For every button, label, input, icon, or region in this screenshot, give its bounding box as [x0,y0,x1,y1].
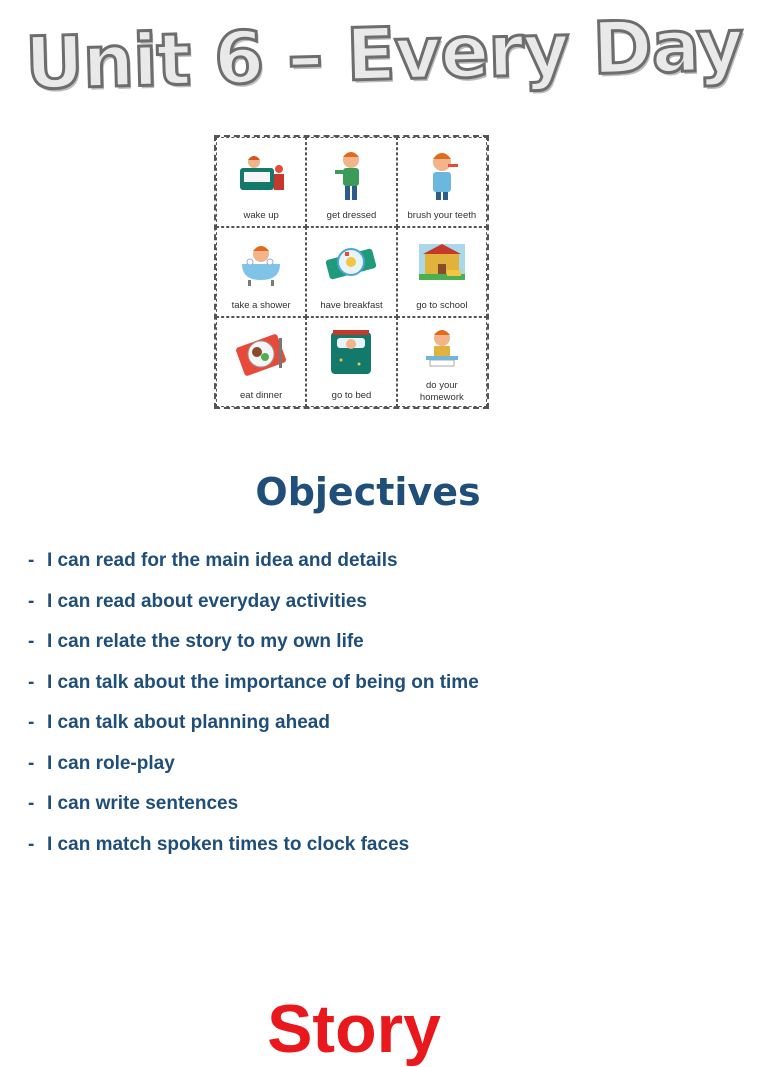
story-heading: Story [267,991,441,1067]
card-label: take a shower [231,300,291,311]
card-have-breakfast [306,227,396,317]
objectives-heading: Objectives [255,470,481,514]
brush-teeth-icon [422,150,462,202]
objective-item: - I can talk about planning ahead [28,712,330,733]
objective-item: - I can read about everyday activities [28,590,367,612]
unit-title: Unit 6 – Every Day [24,2,744,106]
card-label: wake up [243,210,279,221]
school-icon [417,240,467,286]
get-dressed-icon [331,150,371,202]
objective-item: - I can relate the story to my own life [28,631,364,652]
card-do-homework [397,317,487,407]
card-go-to-bed [306,317,396,407]
card-wake-up [216,137,306,227]
card-brush-teeth [397,137,487,227]
objective-item: - I can role-play [28,752,175,774]
objective-item: - I can write sentences [28,793,239,814]
card-eat-dinner [216,317,306,407]
dinner-icon [235,330,287,378]
card-label: go to school [416,300,468,311]
card-label: have breakfast [320,300,383,311]
card-take-shower [216,227,306,317]
card-label: eat dinner [240,390,283,401]
card-label: brush your teeth [407,210,477,221]
card-label: go to bed [331,390,372,401]
bed-icon [329,330,373,376]
homework-icon [422,328,462,368]
shower-icon [236,240,286,290]
objective-item: - I can read for the main idea and details [28,550,398,571]
daily-routine-flashcards [214,135,489,409]
card-label: do your homework [419,380,464,403]
objective-item: - I can talk about the importance of being on time [28,671,479,693]
card-go-to-school [397,227,487,317]
objective-item: - I can match spoken times to clock faces [28,833,410,855]
breakfast-icon [325,240,377,284]
wake-up-icon [236,150,286,198]
objectives-list [28,550,479,874]
card-label: get dressed [326,210,377,221]
card-get-dressed [306,137,396,227]
